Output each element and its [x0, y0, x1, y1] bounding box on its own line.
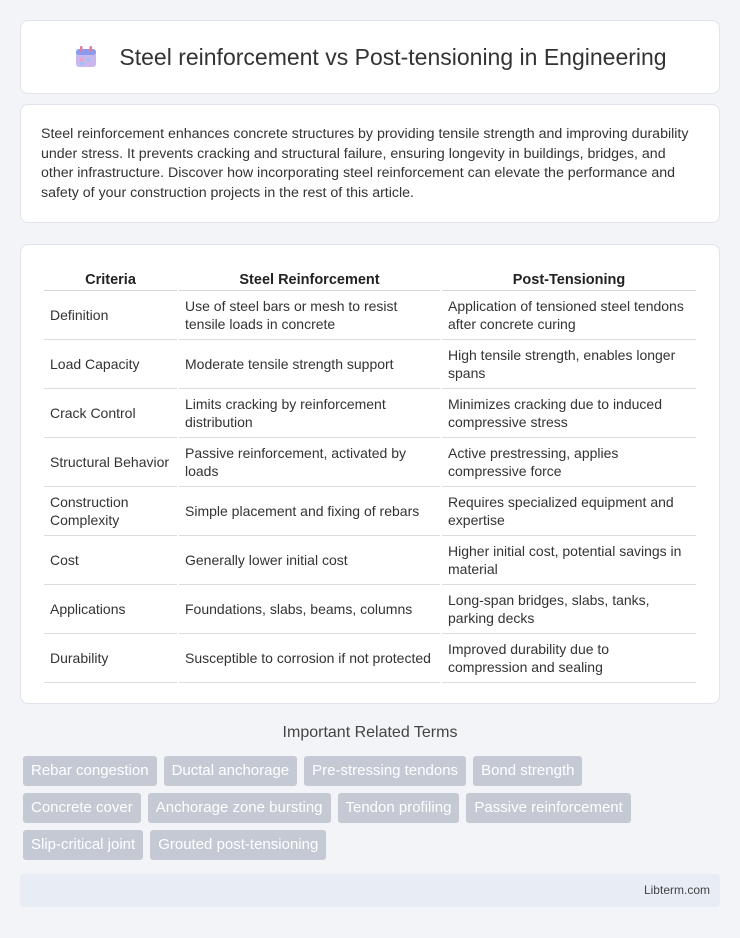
related-term-tag[interactable]: Tendon profiling	[338, 793, 460, 823]
footer	[20, 874, 720, 907]
table-row	[44, 438, 696, 487]
related-terms-list	[23, 756, 713, 867]
cell-post-tensioning: High tensile strength, enables longer spans	[442, 340, 696, 389]
cell-post-tensioning: Minimizes cracking due to induced compressive stress	[442, 389, 696, 438]
table-row	[44, 536, 696, 585]
cell-steel: Simple placement and fixing of rebars	[179, 487, 440, 536]
cell-criteria: Cost	[44, 536, 177, 585]
table-header-row	[44, 263, 696, 291]
table-row	[44, 389, 696, 438]
related-term-tag[interactable]: Pre-stressing tendons	[304, 756, 466, 786]
table-row	[44, 291, 696, 340]
table-row	[44, 340, 696, 389]
related-term-tag[interactable]: Ductal anchorage	[164, 756, 298, 786]
column-header-criteria: Criteria	[44, 263, 177, 291]
cell-criteria: Durability	[44, 634, 177, 683]
related-term-tag[interactable]: Bond strength	[473, 756, 582, 786]
cell-criteria: Load Capacity	[44, 340, 177, 389]
related-term-tag[interactable]: Rebar congestion	[23, 756, 157, 786]
related-term-tag[interactable]: Passive reinforcement	[466, 793, 630, 823]
cell-post-tensioning: Higher initial cost, potential savings in material	[442, 536, 696, 585]
related-term-tag[interactable]: Slip-critical joint	[23, 830, 143, 860]
cell-steel: Generally lower initial cost	[179, 536, 440, 585]
cell-criteria: Crack Control	[44, 389, 177, 438]
cell-post-tensioning: Requires specialized equipment and expertise	[442, 487, 696, 536]
cell-steel: Moderate tensile strength support	[179, 340, 440, 389]
cell-steel: Use of steel bars or mesh to resist tensile loads in concrete	[179, 291, 440, 340]
related-term-tag[interactable]: Grouted post-tensioning	[150, 830, 326, 860]
calendar-icon	[73, 44, 99, 70]
intro-text: Steel reinforcement enhances concrete structures by providing tensile strength and improving durability under stress. It prevents cracking and structural failure, ensuring longevity in buildings, bridges, and other infrastructure. Discover how incorporating steel reinforcement can elevate the performance and safety of your construction projects in the rest of this article.	[41, 126, 689, 201]
column-header-steel: Steel Reinforcement	[179, 263, 440, 291]
table-row	[44, 585, 696, 634]
cell-steel: Foundations, slabs, beams, columns	[179, 585, 440, 634]
comparison-table-card	[20, 244, 720, 704]
cell-steel: Susceptible to corrosion if not protected	[179, 634, 440, 683]
column-header-post-tensioning: Post-Tensioning	[442, 263, 696, 291]
cell-criteria: Definition	[44, 291, 177, 340]
cell-post-tensioning: Improved durability due to compression and sealing	[442, 634, 696, 683]
cell-steel: Limits cracking by reinforcement distribution	[179, 389, 440, 438]
cell-steel: Passive reinforcement, activated by loads	[179, 438, 440, 487]
cell-criteria: Construction Complexity	[44, 487, 177, 536]
cell-criteria: Applications	[44, 585, 177, 634]
related-terms-title: Important Related Terms	[282, 724, 458, 741]
related-term-tag[interactable]: Concrete cover	[23, 793, 141, 823]
page-title: Steel reinforcement vs Post-tensioning in Engineering	[119, 43, 667, 70]
intro-card	[20, 104, 720, 223]
cell-post-tensioning: Application of tensioned steel tendons after concrete curing	[442, 291, 696, 340]
related-term-tag[interactable]: Anchorage zone bursting	[148, 793, 331, 823]
footer-site-link[interactable]: Libterm.com	[643, 883, 710, 897]
comparison-table	[42, 263, 698, 683]
table-row	[44, 487, 696, 536]
table-row	[44, 634, 696, 683]
title-card	[20, 20, 720, 94]
cell-post-tensioning: Long-span bridges, slabs, tanks, parking decks	[442, 585, 696, 634]
cell-post-tensioning: Active prestressing, applies compressive force	[442, 438, 696, 487]
cell-criteria: Structural Behavior	[44, 438, 177, 487]
